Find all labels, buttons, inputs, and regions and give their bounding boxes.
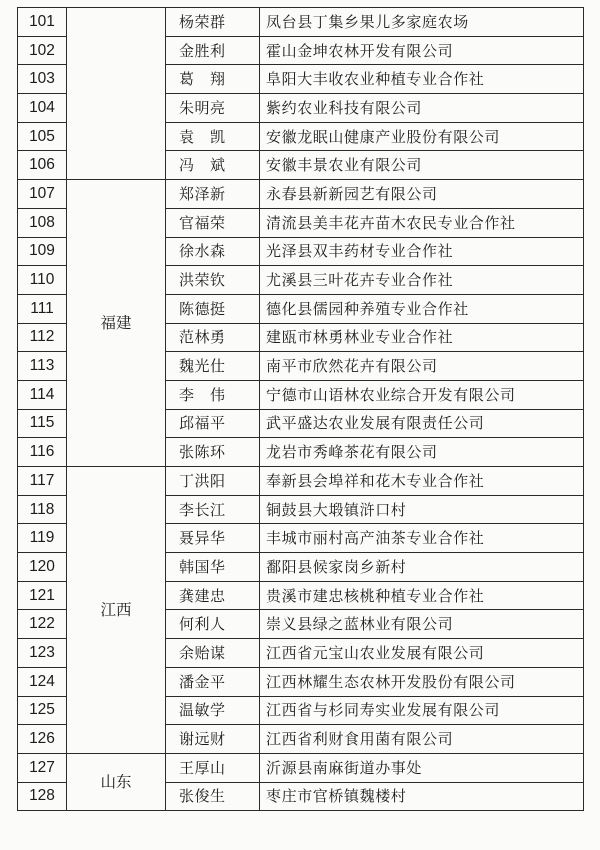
organization-name: 安徽龙眠山健康产业股份有限公司 [260,122,584,151]
organization-name: 奉新县会埠祥和花木专业合作社 [260,467,584,496]
person-name: 丁洪阳 [166,467,260,496]
person-name: 王厚山 [166,753,260,782]
row-number: 106 [18,151,67,180]
organization-name: 崇义县绿之蓝林业有限公司 [260,610,584,639]
person-name: 魏光仕 [166,352,260,381]
person-name: 官福荣 [166,208,260,237]
person-name: 范林勇 [166,323,260,352]
region-cell [67,8,166,180]
organization-name: 江西省与杉同寿实业发展有限公司 [260,696,584,725]
person-name: 温敏学 [166,696,260,725]
row-number: 103 [18,65,67,94]
row-number: 126 [18,725,67,754]
person-name: 朱明亮 [166,94,260,123]
person-name: 龚建忠 [166,581,260,610]
table-row [18,753,584,782]
organization-name: 铜鼓县大塅镇浒口村 [260,495,584,524]
row-number: 124 [18,667,67,696]
row-number: 102 [18,36,67,65]
row-number: 113 [18,352,67,381]
organization-name: 丰城市丽村高产油茶专业合作社 [260,524,584,553]
row-number: 110 [18,266,67,295]
person-name: 徐水森 [166,237,260,266]
organization-name: 江西省元宝山农业发展有限公司 [260,639,584,668]
person-name: 陈德挺 [166,294,260,323]
person-name: 韩国华 [166,553,260,582]
organization-name: 枣庄市官桥镇魏楼村 [260,782,584,811]
person-name: 谢远财 [166,725,260,754]
person-name: 邱福平 [166,409,260,438]
person-name: 郑泽新 [166,180,260,209]
region-cell: 福建 [67,180,166,467]
organization-name: 紫约农业科技有限公司 [260,94,584,123]
organization-name: 武平盛达农业发展有限责任公司 [260,409,584,438]
organization-name: 尤溪县三叶花卉专业合作社 [260,266,584,295]
table-row [18,180,584,209]
organization-name: 永春县新新园艺有限公司 [260,180,584,209]
row-number: 109 [18,237,67,266]
region-cell: 山东 [67,753,166,810]
organization-name: 清流县美丰花卉苗木农民专业合作社 [260,208,584,237]
organization-name: 贵溪市建忠核桃种植专业合作社 [260,581,584,610]
organization-name: 龙岩市秀峰茶花有限公司 [260,438,584,467]
organization-name: 鄱阳县候家岗乡新村 [260,553,584,582]
organization-name: 宁德市山语林农业综合开发有限公司 [260,380,584,409]
row-number: 104 [18,94,67,123]
person-name: 袁 凯 [166,122,260,151]
person-name: 潘金平 [166,667,260,696]
table-row [18,467,584,496]
person-name: 聂异华 [166,524,260,553]
organization-name: 江西省利财食用菌有限公司 [260,725,584,754]
person-name: 何利人 [166,610,260,639]
organization-name: 沂源县南麻街道办事处 [260,753,584,782]
organization-name: 光泽县双丰药材专业合作社 [260,237,584,266]
person-name: 张陈环 [166,438,260,467]
person-name: 冯 斌 [166,151,260,180]
table-body [18,8,584,811]
row-number: 112 [18,323,67,352]
row-number: 122 [18,610,67,639]
row-number: 111 [18,294,67,323]
person-name: 余贻谋 [166,639,260,668]
row-number: 117 [18,467,67,496]
person-name: 李长江 [166,495,260,524]
person-name: 李 伟 [166,380,260,409]
awardee-table [17,7,584,811]
row-number: 120 [18,553,67,582]
row-number: 108 [18,208,67,237]
organization-name: 阜阳大丰收农业种植专业合作社 [260,65,584,94]
person-name: 洪荣钦 [166,266,260,295]
row-number: 107 [18,180,67,209]
organization-name: 凤台县丁集乡果儿多家庭农场 [260,8,584,37]
person-name: 杨荣群 [166,8,260,37]
region-cell: 江西 [67,467,166,754]
row-number: 128 [18,782,67,811]
row-number: 116 [18,438,67,467]
person-name: 金胜利 [166,36,260,65]
row-number: 115 [18,409,67,438]
organization-name: 霍山金坤农林开发有限公司 [260,36,584,65]
row-number: 114 [18,380,67,409]
organization-name: 建瓯市林勇林业专业合作社 [260,323,584,352]
row-number: 121 [18,581,67,610]
organization-name: 德化县儒园种养殖专业合作社 [260,294,584,323]
organization-name: 安徽丰景农业有限公司 [260,151,584,180]
row-number: 105 [18,122,67,151]
organization-name: 江西林耀生态农林开发股份有限公司 [260,667,584,696]
row-number: 101 [18,8,67,37]
person-name: 张俊生 [166,782,260,811]
table-row [18,8,584,37]
row-number: 118 [18,495,67,524]
row-number: 125 [18,696,67,725]
row-number: 123 [18,639,67,668]
organization-name: 南平市欣然花卉有限公司 [260,352,584,381]
row-number: 119 [18,524,67,553]
person-name: 葛 翔 [166,65,260,94]
row-number: 127 [18,753,67,782]
